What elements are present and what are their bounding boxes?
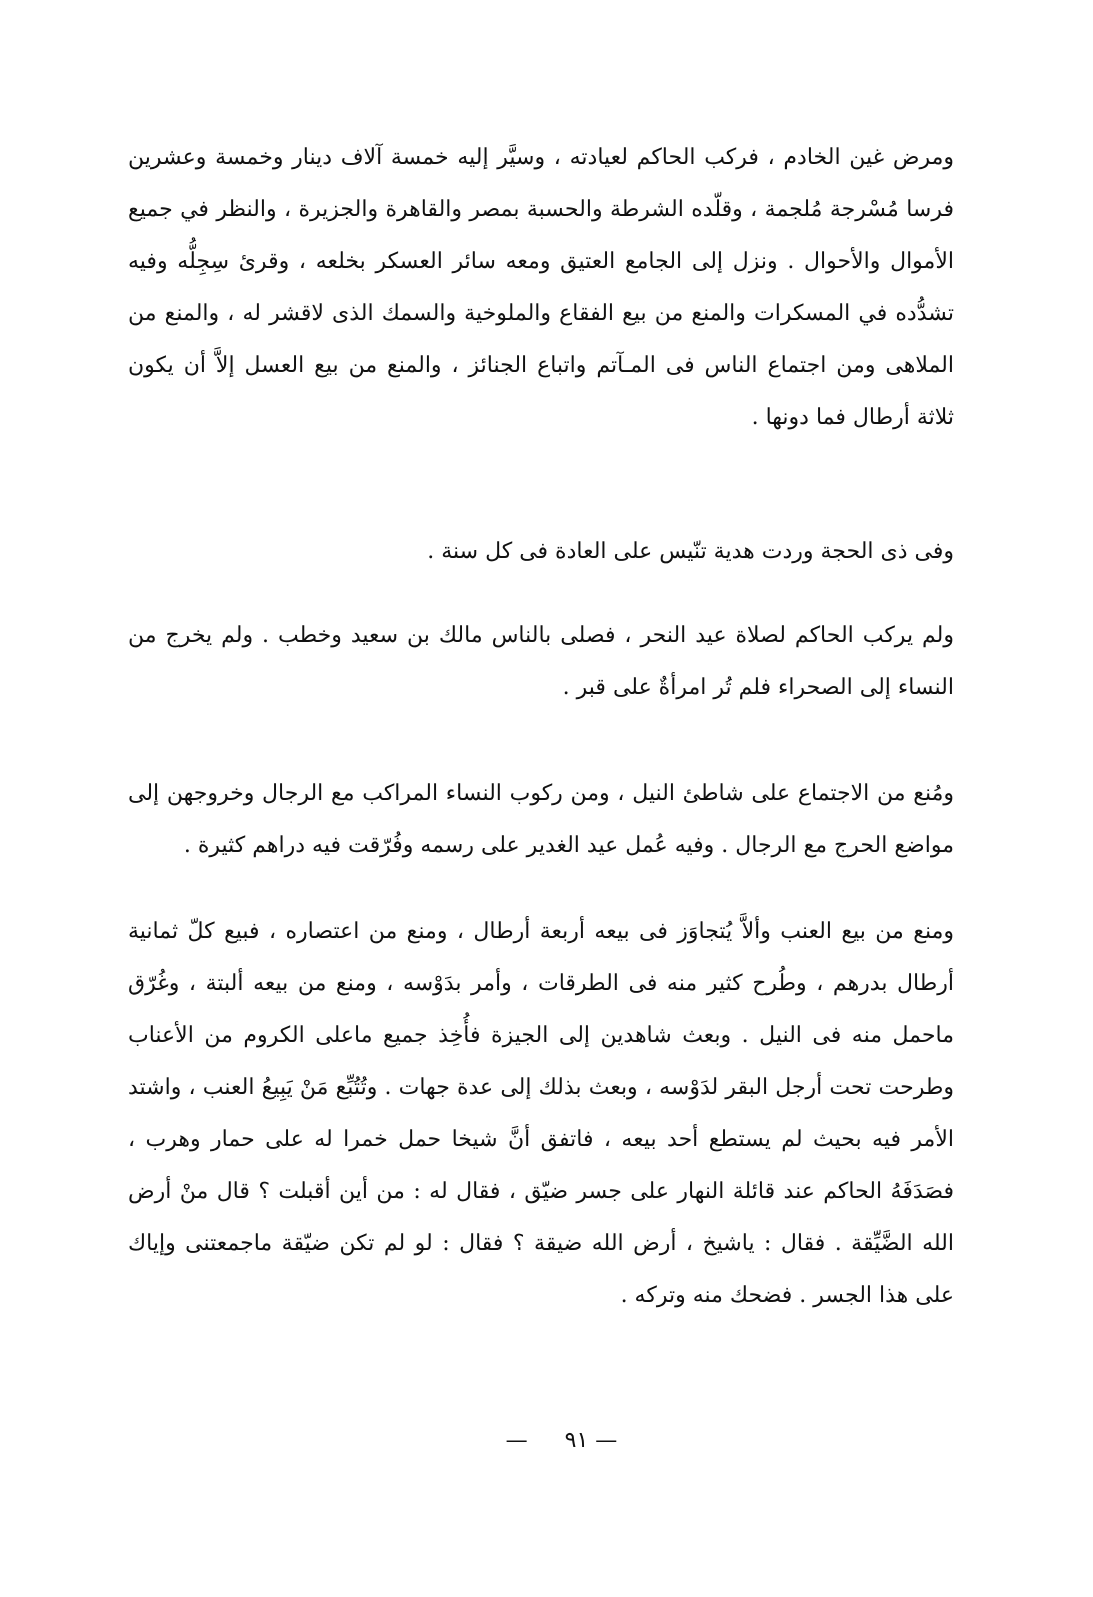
paragraph-5: ومنع من بيع العنب وألاَّ يُتجاوَز فى بيعه أربعة أرطال ، ومنع من اعتصاره ، فبيع كلّ ثمانية أرطال بدرهم ، وطُرح كثير منه فى الطرقات ، وأمر بدَوْسه ، ومنع من بيعه ألبتة ، وغُرّق ماحمل منه فى النيل . وبعث شاهدين إلى الجيزة فأُخِذ جميع ماعلى الكروم من الأعناب وطرحت تحت أرجل البقر لدَوْسه ، وبعث بذلك إلى عدة جهات . وتُتُبِّع مَنْ يَبِيعُ العنب ، واشتد الأمر فيه بحيث لم يستطع أحد بيعه ، فاتفق أنَّ شيخا حمل خمرا له على حمار وهرب ، فصَدَفَهُ الحاكم عند قائلة النهار على جسر ضيّق ، فقال له : من أين أقبلت ؟ قال منْ أرض الله الضَّيِّقة . فقال : ياشيخ ، أرض الله ضيقة ؟ فقال : لو لم تكن ضيّقة ماجمعتنى وإياك على هذا الجسر . فضحك منه وتركه . <box>128 919 954 1308</box>
paragraph-1: ومرض غين الخادم ، فركب الحاكم لعيادته ، وسيَّر إليه خمسة آلاف دينار وخمسة وعشرين فرسا مُسْرجة مُلجمة ، وقلّده الشرطة والحسبة بمصر والقاهرة والجزيرة ، والنظر في جميع الأموال والأحوال . ونزل إلى الجامع العتيق ومعه سائر العسكر بخلعه ، وقرئ سِجِلُّه وفيه تشدُّده في المسكرات والمنع من بيع الفقاع والملوخية والسمك الذى لاقشر له ، والمنع من الملاهى ومن اجتماع الناس فى المـآتم واتباع الجنائز ، والمنع من بيع العسل إلاَّ أن يكون ثلاثة أرطال فما دونها . <box>128 145 954 430</box>
paragraph-2: وفى ذى الحجة وردت هدية تنّيس على العادة فى كل سنة . <box>427 539 954 564</box>
paragraph-4: ومُنع من الاجتماع على شاطئ النيل ، ومن ركوب النساء المراكب مع الرجال وخروجهن إلى مواضع الحرج مع الرجال . وفيه عُمل عيد الغدير على رسمه وفُرّقت فيه دراهم كثيرة . <box>128 781 954 858</box>
page-number: — ٩١ — <box>505 1428 618 1453</box>
page-number-value: ٩١ <box>564 1428 589 1453</box>
paragraph-3: ولم يركب الحاكم لصلاة عيد النحر ، فصلى بالناس مالك بن سعيد وخطب . ولم يخرج من النساء إلى الصحراء فلم تُر امرأةٌ على قبر . <box>128 623 954 700</box>
